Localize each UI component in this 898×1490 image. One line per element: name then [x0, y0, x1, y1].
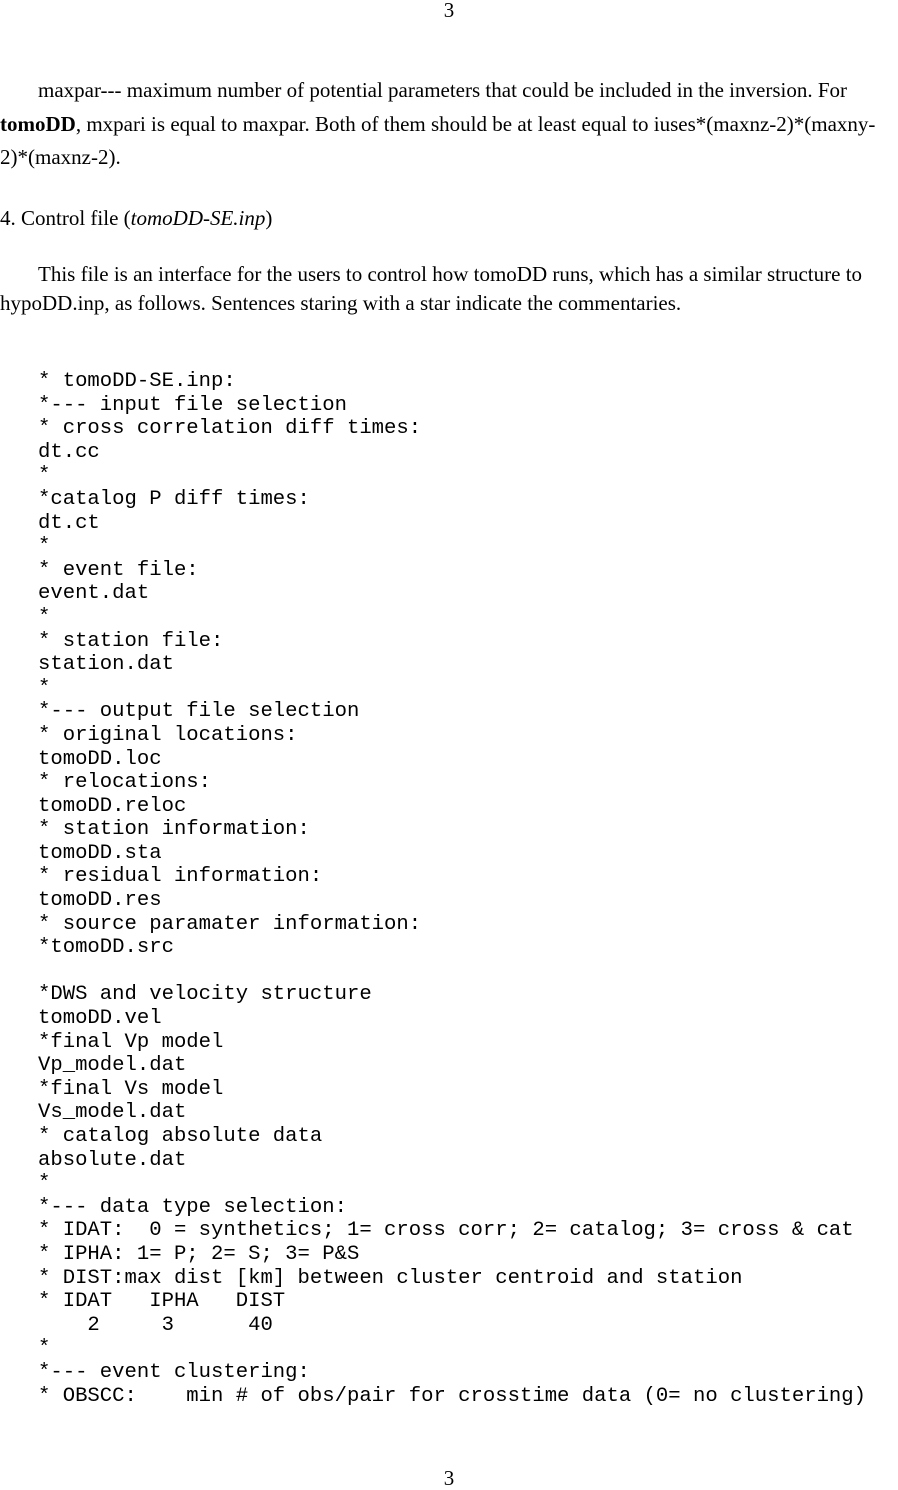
code-line: * relocations:: [38, 771, 212, 795]
code-line: *: [38, 676, 51, 700]
code-line: * IDAT: 0 = synthetics; 1= cross corr; 2= catalog; 3= cross & cat: [38, 1219, 854, 1243]
section-heading-prefix: 4. Control file (: [0, 206, 131, 230]
code-line: * IDAT IPHA DIST: [38, 1290, 286, 1314]
code-line: *: [38, 605, 51, 629]
code-line: * tomoDD-SE.inp:: [38, 370, 236, 393]
code-line: tomoDD.vel: [38, 1007, 162, 1031]
code-line: *--- output file selection: [38, 700, 360, 724]
code-line: * station information:: [38, 818, 310, 842]
paragraph-control-file: This file is an interface for the users to control how tomoDD runs, which has a similar structure to hypoDD.inp, as follows. Sentences staring with a star indicate the commentaries.: [0, 262, 863, 315]
code-line: *--- data type selection:: [38, 1195, 347, 1219]
code-line: *--- input file selection: [38, 393, 347, 417]
paragraph-maxpar-text-2: , mxpari is equal to maxpar. Both of them should be at least equal to iuses*(maxnz-2)*(maxny-2)*(maxnz-2).: [0, 111, 876, 169]
code-line: *: [38, 464, 51, 488]
section-heading-suffix: ): [265, 206, 273, 230]
code-line: [38, 960, 866, 984]
paragraph-maxpar: [0, 74, 898, 175]
code-line: * original locations:: [38, 723, 298, 747]
code-line: station.dat: [38, 653, 174, 677]
code-line: *: [38, 1172, 51, 1196]
code-line: tomoDD.reloc: [38, 794, 187, 818]
code-line: event.dat: [38, 582, 150, 606]
code-line: *: [38, 1337, 51, 1361]
code-line: *tomoDD.src: [38, 936, 174, 960]
code-line: *final Vs model: [38, 1077, 224, 1101]
code-line: tomoDD.loc: [38, 747, 162, 771]
code-line: * catalog absolute data: [38, 1125, 323, 1148]
section-heading-filename: tomoDD-SE.inp: [130, 206, 266, 230]
code-line: *catalog P diff times:: [38, 487, 310, 511]
code-line: Vs_model.dat: [38, 1101, 187, 1125]
code-line: * cross correlation diff times:: [38, 417, 422, 441]
code-line: * event file:: [38, 558, 199, 582]
code-line: 2 3 40: [38, 1313, 273, 1337]
code-line: absolute.dat: [38, 1148, 187, 1172]
paragraph-maxpar-bold: tomoDD: [0, 111, 76, 136]
code-line: * OBSCC: min # of obs/pair for crosstime data (0= no clustering): [38, 1384, 867, 1408]
code-line: * station file:: [38, 629, 224, 653]
page-number-top: 3: [443, 0, 455, 22]
code-block: [38, 370, 866, 1408]
code-line: * source paramater information:: [38, 912, 422, 936]
code-line: * DIST:max dist [km] between cluster centroid and station: [38, 1266, 743, 1290]
code-line: tomoDD.sta: [38, 841, 162, 865]
code-line: *DWS and velocity structure: [38, 983, 372, 1007]
paragraph-maxpar-text-1: maxpar--- maximum number of potential parameters that could be included in the inversion. For: [38, 78, 848, 102]
section-heading: [0, 204, 272, 232]
code-line: *: [38, 535, 51, 559]
code-line: dt.ct: [38, 511, 100, 535]
page-number-bottom: 3: [443, 1466, 455, 1490]
code-line: dt.cc: [38, 440, 100, 464]
code-line: Vp_model.dat: [38, 1054, 187, 1078]
code-line: *--- event clustering:: [38, 1360, 310, 1384]
code-line: * IPHA: 1= P; 2= S; 3= P&S: [38, 1242, 360, 1266]
code-line: *final Vp model: [38, 1030, 224, 1054]
code-line: * residual information:: [38, 865, 323, 889]
code-line: tomoDD.res: [38, 889, 162, 913]
